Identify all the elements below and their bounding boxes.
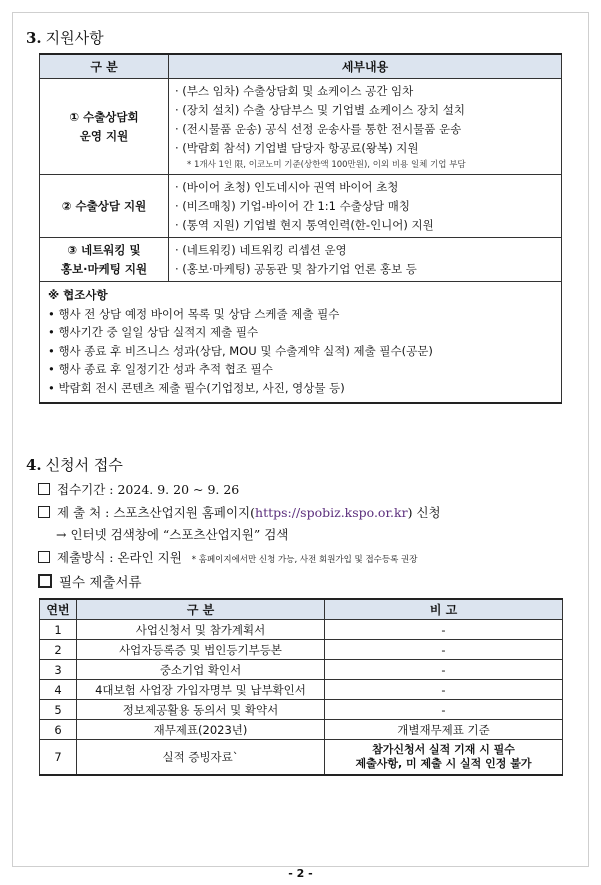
support-header-details: 세부내용 <box>169 54 562 79</box>
cooperation-item: • 행사 종료 후 비즈니스 성과(상담, MOU 및 수출계약 실적) 제출 필수(공문) <box>48 343 433 358</box>
checkbox-icon <box>38 483 50 495</box>
table-row: 5 정보제공활용 동의서 및 확약서 - <box>40 700 563 720</box>
cooperation-item: • 행사 종료 후 일정기간 성과 추적 협조 필수 <box>48 362 273 377</box>
required-docs-title: 필수 제출서류 <box>38 571 142 591</box>
method-note: * 홈페이지에서만 신청 가능, 사전 회원가입 및 접수등록 권장 <box>191 555 418 565</box>
table-row: 6 재무제표(2023년) 개별재무제표 기준 <box>40 720 563 740</box>
section-3-heading: 3. 지원사항 <box>26 29 104 47</box>
checkbox-icon <box>38 574 52 588</box>
support-category-1: ① 수출상담회 운영 지원 <box>40 79 169 175</box>
table-row: 4 4대보험 사업장 가입자명부 및 납부확인서 - <box>40 680 563 700</box>
support-subnote: * 1개사 1인 限, 이코노미 기준(상한액 100만원), 이외 비용 일체 기업 부담 <box>187 160 466 170</box>
table-row: 2 사업자등록증 및 법인등기부등본 - <box>40 640 563 660</box>
checkbox-icon <box>38 506 50 518</box>
support-header-category: 구 분 <box>40 54 169 79</box>
application-period: 접수기간 : 2024. 9. 20 ~ 9. 26 <box>38 480 239 498</box>
support-category-3: ③ 네트워킹 및 홍보·마케팅 지원 <box>40 238 169 282</box>
section-4-heading: 4. 신청서 접수 <box>26 456 123 474</box>
page-number: - 2 - <box>288 867 313 880</box>
support-details-2: · (바이어 초청) 인도네시아 권역 바이어 초청 · (비즈매칭) 기업-바이어 간 1:1 수출상담 매칭 · (통역 지원) 기업별 현지 통역인력(한-인니어) 지원 <box>169 175 562 238</box>
homepage-link[interactable]: https://spobiz.kspo.or.kr <box>255 505 408 520</box>
docs-header-item: 구 분 <box>77 599 325 620</box>
search-guide: → 인터넷 검색창에 “스포츠산업지원” 검색 <box>56 527 289 542</box>
cooperation-notes <box>40 282 562 403</box>
docs-header-note: 비 고 <box>325 599 563 620</box>
support-row-2 <box>40 175 562 238</box>
checkbox-icon <box>38 551 50 563</box>
table-row: 7 실적 증빙자료` 참가신청서 실적 기재 시 필수 제출사항, 미 제출 시 실적 인정 불가 <box>40 740 563 776</box>
cooperation-row <box>40 282 562 403</box>
submission-method: 제출방식 : 온라인 지원 * 홈페이지에서만 신청 가능, 사전 회원가입 및 접수등록 권장 <box>38 548 417 566</box>
docs-header-no: 연번 <box>40 599 77 620</box>
table-row: 1 사업신청서 및 참가계획서 - <box>40 620 563 640</box>
cooperation-item: • 행사기간 중 일일 상담 실적지 제출 필수 <box>48 325 259 340</box>
cooperation-title: ※ 협조사항 <box>48 288 108 302</box>
support-details-1: · (부스 임차) 수출상담회 및 쇼케이스 공간 임차 · (장치 설치) 수출 상담부스 및 기업별 쇼케이스 장치 설치 · (전시물품 운송) 공식 선정 운송사를 통한 전시물품 운송 · (박람회 참석) 기업별 담당자 항공료(왕복) 지원 * 1개사 1인 限, 이코노미 기준(상한액 100만원), 이외 비용 일체 기업 부담 <box>169 79 562 175</box>
support-details-3: · (네트워킹) 네트워킹 리셉션 운영 · (홍보·마케팅) 공동관 및 참가기업 언론 홍보 등 <box>169 238 562 282</box>
support-row-1 <box>40 79 562 175</box>
support-row-3 <box>40 238 562 282</box>
submission-site: 제 출 처 : 스포츠산업지원 홈페이지(https://spobiz.kspo.or.kr) 신청 <box>38 503 441 521</box>
required-docs-table <box>39 598 563 776</box>
table-row: 3 중소기업 확인서 - <box>40 660 563 680</box>
cooperation-item: • 박람회 전시 콘텐츠 제출 필수(기업정보, 사진, 영상물 등) <box>48 380 345 395</box>
cooperation-item: • 행사 전 상담 예정 바이어 목록 및 상담 스케줄 제출 필수 <box>48 306 340 321</box>
support-table <box>39 53 562 404</box>
support-category-2: ② 수출상담 지원 <box>40 175 169 238</box>
